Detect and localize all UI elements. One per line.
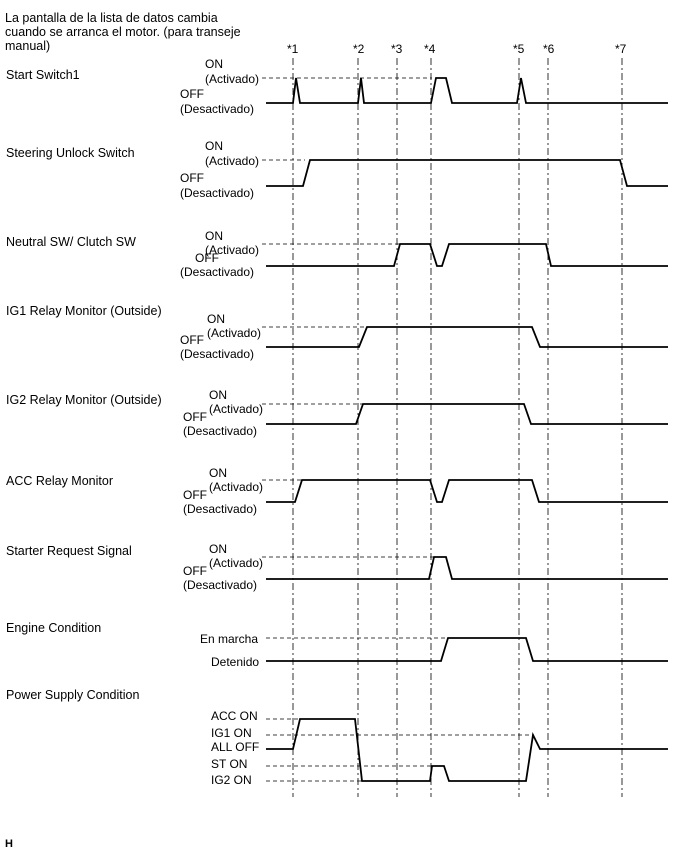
high-label: ON [205, 57, 223, 71]
waveform [266, 244, 668, 266]
level-all-off: ALL OFF [211, 740, 260, 754]
marker-2: *2 [353, 42, 365, 56]
high-label: ON [205, 229, 223, 243]
low-label: OFF [180, 171, 204, 185]
high-label: ON [209, 466, 227, 480]
signal-name: Steering Unlock Switch [6, 146, 135, 160]
low-label: OFF [180, 333, 204, 347]
figure-code: H [5, 838, 13, 850]
signal-name: ACC Relay Monitor [6, 474, 113, 488]
high-label: ON [205, 139, 223, 153]
low-label: OFF [183, 488, 207, 502]
event-lines [293, 58, 622, 797]
header-line-2: cuando se arranca el motor. (para transeje [5, 25, 241, 39]
low-sub-label: (Desactivado) [180, 186, 255, 200]
low-sub-label: (Desactivado) [180, 102, 255, 116]
waveform [266, 160, 668, 186]
level-acc-on: ACC ON [211, 709, 258, 723]
running-label: En marcha [200, 632, 259, 646]
marker-3: *3 [391, 42, 403, 56]
low-sub-label: (Desactivado) [180, 265, 255, 279]
high-sub-label: (Activado) [209, 480, 264, 494]
low-sub-label: (Desactivado) [183, 578, 258, 592]
signal-starter-request [6, 542, 668, 592]
waveform [266, 480, 668, 502]
signal-name: Start Switch1 [6, 68, 80, 82]
high-label: ON [209, 388, 227, 402]
high-sub-label: (Activado) [207, 326, 262, 340]
signal-start-switch1 [6, 57, 668, 116]
signal-power-supply-condition [6, 688, 668, 787]
waveform [266, 78, 668, 103]
signal-name: IG2 Relay Monitor (Outside) [6, 393, 162, 407]
marker-6: *6 [543, 42, 555, 56]
signal-name: Power Supply Condition [6, 688, 140, 702]
signal-ig2-relay-monitor [6, 388, 668, 438]
signal-ig1-relay-monitor [6, 304, 668, 361]
header-line-1: La pantalla de la lista de datos cambia [5, 11, 218, 25]
marker-labels [287, 42, 627, 56]
waveform [266, 327, 668, 347]
stopped-label: Detenido [211, 655, 260, 669]
waveform [266, 404, 668, 424]
signal-neutral-clutch-sw [6, 229, 668, 279]
low-label: OFF [183, 410, 207, 424]
signal-name: Neutral SW/ Clutch SW [6, 235, 136, 249]
header-line-3: manual) [5, 39, 51, 53]
marker-7: *7 [615, 42, 627, 56]
marker-5: *5 [513, 42, 525, 56]
low-sub-label: (Desactivado) [183, 424, 258, 438]
low-label: OFF [195, 251, 219, 265]
signal-name: Starter Request Signal [6, 544, 132, 558]
high-label: ON [207, 312, 225, 326]
high-sub-label: (Activado) [205, 154, 260, 168]
level-ig1-on: IG1 ON [211, 726, 252, 740]
signal-name: Engine Condition [6, 621, 102, 635]
signal-name: IG1 Relay Monitor (Outside) [6, 304, 162, 318]
signal-acc-relay-monitor [6, 466, 668, 516]
high-sub-label: (Activado) [205, 243, 260, 257]
low-sub-label: (Desactivado) [180, 347, 255, 361]
high-sub-label: (Activado) [209, 402, 264, 416]
high-sub-label: (Activado) [205, 72, 260, 86]
signal-engine-condition [6, 621, 668, 669]
low-sub-label: (Desactivado) [183, 502, 258, 516]
low-label: OFF [180, 87, 204, 101]
high-sub-label: (Activado) [209, 556, 264, 570]
waveform [266, 557, 668, 579]
waveform [266, 719, 668, 781]
low-label: OFF [183, 564, 207, 578]
marker-4: *4 [424, 42, 436, 56]
marker-1: *1 [287, 42, 299, 56]
waveform [266, 638, 668, 661]
high-label: ON [209, 542, 227, 556]
level-ig2-on: IG2 ON [211, 773, 252, 787]
signal-steering-unlock-switch [6, 139, 668, 200]
level-st-on: ST ON [211, 757, 248, 771]
